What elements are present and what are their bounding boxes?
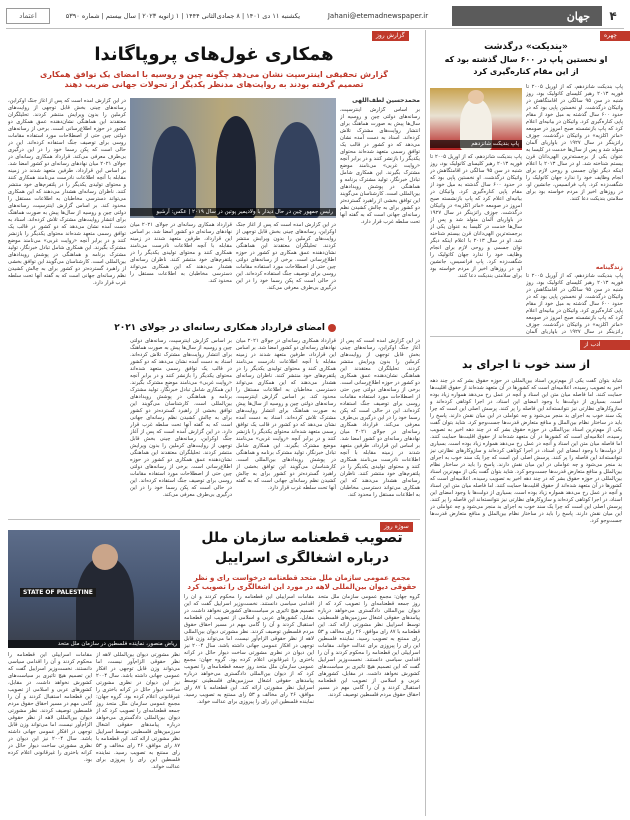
pope-photo-caption: پاپ بندیکت شانزدهم <box>430 140 522 148</box>
page-number: ۴ <box>609 9 617 23</box>
report-subhead: امضای قرارداد همکاری رسانه‌ای در جولای ۲۰۲۱ <box>130 323 336 333</box>
report-body-col4: در این گزارش آمده است که پس از آغاز جنگ اوکراین، رسانه‌های چینی بخش قابل توجهی از روایت‌های کرملین را بدون ویرایش منتشر کردند. تحلیلگران معتقدند این هماهنگی نشان‌دهنده عمق همکاری دو کشور در حوزه اطلاع‌رسانی است. برخی از رسانه‌های دولتی چین حتی از اصطلاحات مورد استفاده مقامات روسی برای توصیف جنگ استفاده کرده‌اند. این در حالی است که پکن رسما خود را در این درگیری بی‌طرف معرفی می‌کند. قرارداد همکاری رسانه‌ای در جولای ۲۰۲۱ میان نهادهای رسانه‌ای دو کشور امضا شد. بر اساس این قرارداد، طرفین متعهد شدند در زمینه مقابله با آنچه اطلاعات نادرست می‌نامند همکاری کنند و محتوای تولیدی یکدیگر را در پلتفرم‌های خود منتشر کنند. ناظران رسانه‌ای هشدار می‌دهند که این همکاری می‌تواند دسترسی مخاطبان به اطلاعات مستقل را محدود کند. بر اساس گزارش اینترسپت، رسانه‌های دولتی چین و روسیه از سال‌ها پیش به صورت هماهنگ برای انتشار روایت‌های مشترک تلاش کرده‌اند. اسناد به دست آمده نشان می‌دهد که دو کشور در قالب یک توافق رسمی متعهد شده‌اند محتوای یکدیگر را بازنشر کنند و در برابر آنچه «روایت غربی» می‌نامند موضع مشترک بگیرند. این همکاری شامل تبادل خبرنگار، تولید مشترک برنامه و هماهنگی در پوشش رویدادهای بین‌المللی است. کارشناسان می‌گویند این توافق بخشی از راهبرد گسترده‌تر دو کشور برای به چالش کشیدن نظم رسانه‌ای جهانی است که به گفته آنها تحت سلطه غرب قرار دارد. <box>8 98 126 286</box>
un-deck-line-1: مجمع عمومی سازمان ملل متحد قطعنامه درخواست رای و نظر <box>193 574 411 582</box>
pope-body-left: پاپ بندیکت شانزدهم، که از آوریل ۲۰۰۵ تا فوریه ۲۰۱۳ رهبر کلیسای کاتولیک بود، روز شنبه در سن ۹۵ سالگی در اقامتگاهش در واتیکان درگذشت. او نخستین پاپی بود که در حدود ۶۰۰ سال گذشته به میل خود از مقام پاپی کناره‌گیری کرد. واتیکان در بیانیه‌ای اعلام کرد که پاپ بازنشسته صبح امروز در صومعه «ماتر اکلزیه» در واتیکان درگذشت. جوزف راتزینگر در سال ۱۹۲۷ در باواریای آلمان متولد شد و پس از سال‌ها خدمت در کلیسا به عنوان یکی از برجسته‌ترین الهی‌دانان قرن بیستم شناخته شد. او در سال ۲۰۱۳ با اعلام اینکه دیگر توان جسمی و روحی لازم برای انجام وظایف خود را ندارد جهان کاتولیک را شگفت‌زده کرد. پاپ فرانسیس، جانشین او، در روزهای اخیر از مردم خواسته بود برای سلامتی بندیکت دعا کنند. <box>430 154 522 279</box>
report-body-col3b: بر اساس گزارش اینترسپت، رسانه‌های دولتی چین و روسیه از سال‌ها پیش به صورت هماهنگ برای انتشار روایت‌های مشترک تلاش کرده‌اند. اسناد به دست آمده نشان می‌دهد که دو کشور در قالب یک توافق رسمی متعهد شده‌اند محتوای یکدیگر را بازنشر کنند و در برابر آنچه «روایت غربی» می‌نامند موضع مشترک بگیرند. این همکاری شامل تبادل خبرنگار، تولید مشترک برنامه و هماهنگی در پوشش رویدادهای بین‌المللی است. کارشناسان می‌گویند این توافق بخشی از راهبرد گسترده‌تر دو کشور برای به چالش کشیدن نظم رسانه‌ای جهانی است که به گفته آنها تحت سلطه غرب قرار دارد. در این گزارش آمده است که پس از آغاز جنگ اوکراین، رسانه‌های چینی بخش قابل توجهی از روایت‌های کرملین را بدون ویرایش منتشر کردند. تحلیلگران معتقدند این هماهنگی نشان‌دهنده عمق همکاری دو کشور در حوزه اطلاع‌رسانی است. برخی از رسانه‌های دولتی چین حتی از اصطلاحات مورد استفاده مقامات روسی برای توصیف جنگ استفاده کرده‌اند. این در حالی است که پکن رسما خود را در این درگیری بی‌طرف معرفی می‌کند. <box>130 338 232 498</box>
opinion-title: از سند خوب تا اجرای بد <box>462 358 590 371</box>
summit-photo <box>130 98 336 218</box>
un-deck-line-2: حقوقی دیوان بین‌المللی لاهه در مورد این اشغالگری را تصویب کرد <box>187 582 417 591</box>
summit-photo-caption: رئیس جمهور چین در حال دیدار با ولادیمیر پوتین در سال ۲۰۱۹ | عکس: آرشیو <box>130 208 336 216</box>
pope-body-right: پاپ بندیکت شانزدهم، که از آوریل ۲۰۰۵ تا فوریه ۲۰۱۳ رهبر کلیسای کاتولیک بود، روز شنبه در سن ۹۵ سالگی در اقامتگاهش در واتیکان درگذشت. او نخستین پاپی بود که در حدود ۶۰۰ سال گذشته به میل خود از مقام پاپی کناره‌گیری کرد. واتیکان در بیانیه‌ای اعلام کرد که پاپ بازنشسته صبح امروز در صومعه «ماتر اکلزیه» در واتیکان درگذشت. جوزف راتزینگر در سال ۱۹۲۷ در باواریای آلمان متولد شد و پس از سال‌ها خدمت در کلیسا به عنوان یکی از برجسته‌ترین الهی‌دانان قرن بیستم شناخته شد. او در سال ۲۰۱۳ با اعلام اینکه دیگر توان جسمی و روحی لازم برای انجام وظایف خود را ندارد جهان کاتولیک را شگفت‌زده کرد. پاپ فرانسیس، جانشین او، در روزهای اخیر از مردم خواسته بود برای سلامتی بندیکت دعا کنند. <box>526 84 623 202</box>
pope-title-3: از این مقام کناره‌گیری کرد <box>473 67 579 76</box>
report-kicker: گزارش روز <box>372 31 409 41</box>
un-photo-caption: ریاض منصور، نماینده فلسطین در سازمان ملل متحد <box>8 640 180 648</box>
report-deck-line-2: تصمیم گرفته بودند به روایت‌های مدنظر یکدیگر از تحولات جهانی ضریب دهند <box>64 80 364 89</box>
pope-body-cont: زندگینامه پاپ بندیکت شانزدهم، که از آوریل ۲۰۰۵ تا فوریه ۲۰۱۳ رهبر کلیسای کاتولیک بود، روز شنبه در سن ۹۵ سالگی در اقامتگاهش در واتیکان درگذشت. او نخستین پاپی بود که در حدود ۶۰۰ سال گذشته به میل خود از مقام پاپی کناره‌گیری کرد. واتیکان در بیانیه‌ای اعلام کرد که پاپ بازنشسته صبح امروز در صومعه «ماتر اکلزیه» در واتیکان درگذشت. جوزف راتزینگر در سال ۱۹۲۷ در باواریای آلمان <box>526 264 623 334</box>
un-body-col4: مقامات اسراییلی این قطعنامه را محکوم کردند و آن را اقدامی سیاسی دانستند. نخست‌وزیر اسراییل گفت که این تصمیم هیچ تاثیری بر سیاست‌های کشورش نخواهد داشت. در مقابل، کشورهای عربی و اسلامی از تصویب این قطعنامه استقبال کردند و آن را گامی مهم در مسیر احقاق حقوق مردم فلسطین توصیف کردند. نظر مشورتی دیوان بین‌المللی لاهه از نظر حقوقی الزام‌آور نیست، اما می‌تواند وزن قابل توجهی در افکار عمومی جهانی داشته باشد. سال ۲۰۰۴ نیز این دیوان در نظری مشورتی ساخت دیوار حائل در کرانه باختری را غیرقانونی اعلام کرده بود. <box>8 652 92 763</box>
pope-divider <box>430 336 622 337</box>
report-title: همکاری غول‌های پروپاگاندا <box>94 44 334 65</box>
pope-title-1: «بِندیکت» درگذشت <box>484 42 568 52</box>
un-body-col2: مقامات اسراییلی این قطعنامه را محکوم کردند و آن را اقدامی سیاسی دانستند. نخست‌وزیر اسراییل گفت که این تصمیم هیچ تاثیری بر سیاست‌های کشورش نخواهد داشت. در مقابل، کشورهای عربی و اسلامی از تصویب این قطعنامه استقبال کردند و آن را گامی مهم در مسیر احقاق حقوق مردم فلسطین توصیف کردند. نظر مشورتی دیوان بین‌المللی لاهه از نظر حقوقی الزام‌آور نیست، اما می‌تواند وزن قابل توجهی در افکار عمومی جهانی داشته باشد. سال ۲۰۰۴ نیز این دیوان در نظری مشورتی ساخت دیوار حائل در کرانه باختری را غیرقانونی اعلام کرده بود. گروه جهان: مجمع عمومی سازمان ملل متحد روز جمعه قطعنامه‌ای را تصویب کرد که از دیوان بین‌المللی دادگستری می‌خواهد درباره پیامدهای حقوقی اشغال سرزمین‌های فلسطینی توسط اسراییل نظر مشورتی ارائه کند. این قطعنامه با ۸۷ رای موافق، ۲۶ رای مخالف و ۵۳ رای ممتنع به تصویب رسید. نماینده فلسطین این رای را پیروزی برای عدالت خواند. <box>184 594 314 705</box>
report-body-col1b: در این گزارش آمده است که پس از آغاز جنگ اوکراین، رسانه‌های چینی بخش قابل توجهی از روایت‌های کرملین را بدون ویرایش منتشر کردند. تحلیلگران معتقدند این هماهنگی نشان‌دهنده عمق همکاری دو کشور در حوزه اطلاع‌رسانی است. برخی از رسانه‌های دولتی چین حتی از اصطلاحات مورد استفاده مقامات روسی برای توصیف جنگ استفاده کرده‌اند. این در حالی است که پکن رسما خود را در این درگیری بی‌طرف معرفی می‌کند. قرارداد همکاری رسانه‌ای در جولای ۲۰۲۱ میان نهادهای رسانه‌ای دو کشور امضا شد. بر اساس این قرارداد، طرفین متعهد شدند در زمینه مقابله با آنچه اطلاعات نادرست می‌نامند همکاری کنند و محتوای تولیدی یکدیگر را در پلتفرم‌های خود منتشر کنند. ناظران رسانه‌ای هشدار می‌دهند که این همکاری می‌تواند دسترسی مخاطبان به اطلاعات مستقل را محدود کند. <box>340 338 420 498</box>
report-author: محمدحسین لطف‌اللهی <box>352 97 420 104</box>
section-title: جهان <box>452 6 602 26</box>
opinion-kicker: ادب از مسلمانان <box>580 340 630 350</box>
un-deck <box>184 574 420 592</box>
report-deck <box>8 70 420 90</box>
report-body-col1: بر اساس گزارش اینترسپت، رسانه‌های دولتی چین و روسیه از سال‌ها پیش به صورت هماهنگ برای انتشار روایت‌های مشترک تلاش کرده‌اند. اسناد به دست آمده نشان می‌دهد که دو کشور در قالب یک توافق رسمی متعهد شده‌اند محتوای یکدیگر را بازنشر کنند و در برابر آنچه «روایت غربی» می‌نامند موضع مشترک بگیرند. این همکاری شامل تبادل خبرنگار، تولید مشترک برنامه و هماهنگی در پوشش رویدادهای بین‌المللی است. کارشناسان می‌گویند این توافق بخشی از راهبرد گسترده‌تر دو کشور برای به چالش کشیدن نظم رسانه‌ای جهانی است که به گفته آنها تحت سلطه غرب قرار دارد. <box>340 107 420 225</box>
opinion-body: شاید بتوان گفت یکی از مهم‌ترین اسناد بین‌المللی در حوزه حقوق بشر که در چند دهه اخیر به تصویب رسیده، اعلامیه‌ای است که کشورها در آن متعهد شده‌اند از حقوق اقلیت‌ها حمایت کنند. اما فاصله میان متن این اسناد و آنچه در عمل رخ می‌دهد همواره زیاد بوده است. بسیاری از دولت‌ها با وجود امضای این اسناد، در اجرا کوتاهی کرده‌اند و سازوکارهای نظارتی نیز نتوانسته‌اند این فاصله را پر کنند. پرسش اصلی این است که چرا یک سند خوب به اجرای بد منجر می‌شود و چه عواملی در این میان نقش دارند. پاسخ را باید در ساختار نظام بین‌الملل و منافع متعارض قدرت‌ها جست‌وجو کرد. شاید بتوان گفت یکی از مهم‌ترین اسناد بین‌المللی در حوزه حقوق بشر که در چند دهه اخیر به تصویب رسیده، اعلامیه‌ای است که کشورها در آن متعهد شده‌اند از حقوق اقلیت‌ها حمایت کنند. اما فاصله میان متن این اسناد و آنچه در عمل رخ می‌دهد همواره زیاد بوده است. بسیاری از دولت‌ها با وجود امضای این اسناد، در اجرا کوتاهی کرده‌اند و سازوکارهای نظارتی نیز نتوانسته‌اند این فاصله را پر کنند. پرسش اصلی این است که چرا یک سند خوب به اجرای بد منجر می‌شود و چه عواملی در این میان نقش دارند. پاسخ را باید در ساختار نظام بین‌الملل و منافع متعارض قدرت‌ها جست‌وجو کرد. شاید بتوان گفت یکی از مهم‌ترین اسناد بین‌المللی در حوزه حقوق بشر که در چند دهه اخیر به تصویب رسیده، اعلامیه‌ای است که کشورها در آن متعهد شده‌اند از حقوق اقلیت‌ها حمایت کنند. اما فاصله میان متن این اسناد و آنچه در عمل رخ می‌دهد همواره زیاد بوده است. بسیاری از دولت‌ها با وجود امضای این اسناد، در اجرا کوتاهی کرده‌اند و سازوکارهای نظارتی نیز نتوانسته‌اند این فاصله را پر کنند. پرسش اصلی این است که چرا یک سند خوب به اجرای بد منجر می‌شود و چه عواملی در این میان نقش دارند. پاسخ را باید در ساختار نظام بین‌الملل و منافع متعارض قدرت‌ها جست‌وجو کرد. <box>430 378 622 524</box>
report-body-col2b: قرارداد همکاری رسانه‌ای در جولای ۲۰۲۱ میان نهادهای رسانه‌ای دو کشور امضا شد. بر اساس این قرارداد، طرفین متعهد شدند در زمینه مقابله با آنچه اطلاعات نادرست می‌نامند همکاری کنند و محتوای تولیدی یکدیگر را در پلتفرم‌های خود منتشر کنند. ناظران رسانه‌ای هشدار می‌دهند که این همکاری می‌تواند دسترسی مخاطبان به اطلاعات مستقل را محدود کند. بر اساس گزارش اینترسپت، رسانه‌های دولتی چین و روسیه از سال‌ها پیش به صورت هماهنگ برای انتشار روایت‌های مشترک تلاش کرده‌اند. اسناد به دست آمده نشان می‌دهد که دو کشور در قالب یک توافق رسمی متعهد شده‌اند محتوای یکدیگر را بازنشر کنند و در برابر آنچه «روایت غربی» می‌نامند موضع مشترک بگیرند. این همکاری شامل تبادل خبرنگار، تولید مشترک برنامه و هماهنگی در پوشش رویدادهای بین‌المللی است. کارشناسان می‌گویند این توافق بخشی از راهبرد گسترده‌تر دو کشور برای به چالش کشیدن نظم رسانه‌ای جهانی است که به گفته آنها تحت سلطه غرب قرار دارد. <box>236 338 336 491</box>
subhead-marker-icon <box>328 324 336 332</box>
un-title-1: تصویب قطعنامه سازمان ملل <box>201 530 403 546</box>
un-body-col1: گروه جهان: مجمع عمومی سازمان ملل متحد روز جمعه قطعنامه‌ای را تصویب کرد که از دیوان بین‌المللی دادگستری می‌خواهد درباره پیامدهای حقوقی اشغال سرزمین‌های فلسطینی توسط اسراییل نظر مشورتی ارائه کند. این قطعنامه با ۸۷ رای موافق، ۲۶ رای مخالف و ۵۳ رای ممتنع به تصویب رسید. نماینده فلسطین این رای را پیروزی برای عدالت خواند. مقامات اسراییلی این قطعنامه را محکوم کردند و آن را اقدامی سیاسی دانستند. نخست‌وزیر اسراییل گفت که این تصمیم هیچ تاثیری بر سیاست‌های کشورش نخواهد داشت. در مقابل، کشورهای عربی و اسلامی از تصویب این قطعنامه استقبال کردند و آن را گامی مهم در مسیر احقاق حقوق مردم فلسطین توصیف کردند. <box>318 594 420 698</box>
page-header <box>6 6 624 26</box>
un-kicker: سوژه روز <box>380 522 413 532</box>
un-photo <box>8 530 180 648</box>
pope-kicker: چهره روز <box>600 31 630 41</box>
section-email[interactable]: Jahani@etemadnewspaper.ir <box>327 12 429 20</box>
report-deck-line-1: گزارش تحقیقی اینترسپت نشان می‌دهد چگونه چین و روسیه با امضای یک توافق همکاری <box>40 70 388 79</box>
newspaper-logo: اعتماد <box>6 8 50 24</box>
pope-title-2: او نخستین پاپ در ۶۰۰ سال گذشته بود که <box>444 55 608 64</box>
header-divider <box>6 28 624 29</box>
report-body-col2: در این گزارش آمده است که پس از آغاز جنگ اوکراین، رسانه‌های چینی بخش قابل توجهی از روایت‌های کرملین را بدون ویرایش منتشر کردند. تحلیلگران معتقدند این هماهنگی نشان‌دهنده عمق همکاری دو کشور در حوزه اطلاع‌رسانی است. برخی از رسانه‌های دولتی چین حتی از اصطلاحات مورد استفاده مقامات روسی برای توصیف جنگ استفاده کرده‌اند. این در حالی است که پکن رسما خود را در این درگیری بی‌طرف معرفی می‌کند. <box>236 222 336 291</box>
un-divider <box>8 519 420 520</box>
un-nameplate: STATE OF PALESTINE <box>20 588 96 597</box>
un-title-2: درباره اشغالگری اسراییل <box>214 550 390 566</box>
column-divider <box>425 30 426 816</box>
un-body-col3: نظر مشورتی دیوان بین‌المللی لاهه از نظر حقوقی الزام‌آور نیست، اما می‌تواند وزن قابل توجهی در افکار عمومی جهانی داشته باشد. سال ۲۰۰۴ نیز این دیوان در نظری مشورتی ساخت دیوار حائل در کرانه باختری را غیرقانونی اعلام کرده بود. گروه جهان: مجمع عمومی سازمان ملل متحد روز جمعه قطعنامه‌ای را تصویب کرد که از دیوان بین‌المللی دادگستری می‌خواهد درباره پیامدهای حقوقی اشغال سرزمین‌های فلسطینی توسط اسراییل نظر مشورتی ارائه کند. این قطعنامه با ۸۷ رای موافق، ۲۶ رای مخالف و ۵۳ رای ممتنع به تصویب رسید. نماینده فلسطین این رای را پیروزی برای عدالت خواند. <box>96 652 180 770</box>
date-line: یکشنبه ۱۱ دی ۱۴۰۱ | ۸ جمادی‌الثانی ۱۴۴۴ | ۱ ژانویه ۲۰۲۳ | سال بیستم | شماره ۵۳۹۰ <box>65 12 300 20</box>
report-body-col3: قرارداد همکاری رسانه‌ای در جولای ۲۰۲۱ میان نهادهای رسانه‌ای دو کشور امضا شد. بر اساس این قرارداد، طرفین متعهد شدند در زمینه مقابله با آنچه اطلاعات نادرست می‌نامند همکاری کنند و محتوای تولیدی یکدیگر را در پلتفرم‌های خود منتشر کنند. ناظران رسانه‌ای هشدار می‌دهند که این همکاری می‌تواند دسترسی مخاطبان به اطلاعات مستقل را محدود کند. <box>130 222 232 284</box>
